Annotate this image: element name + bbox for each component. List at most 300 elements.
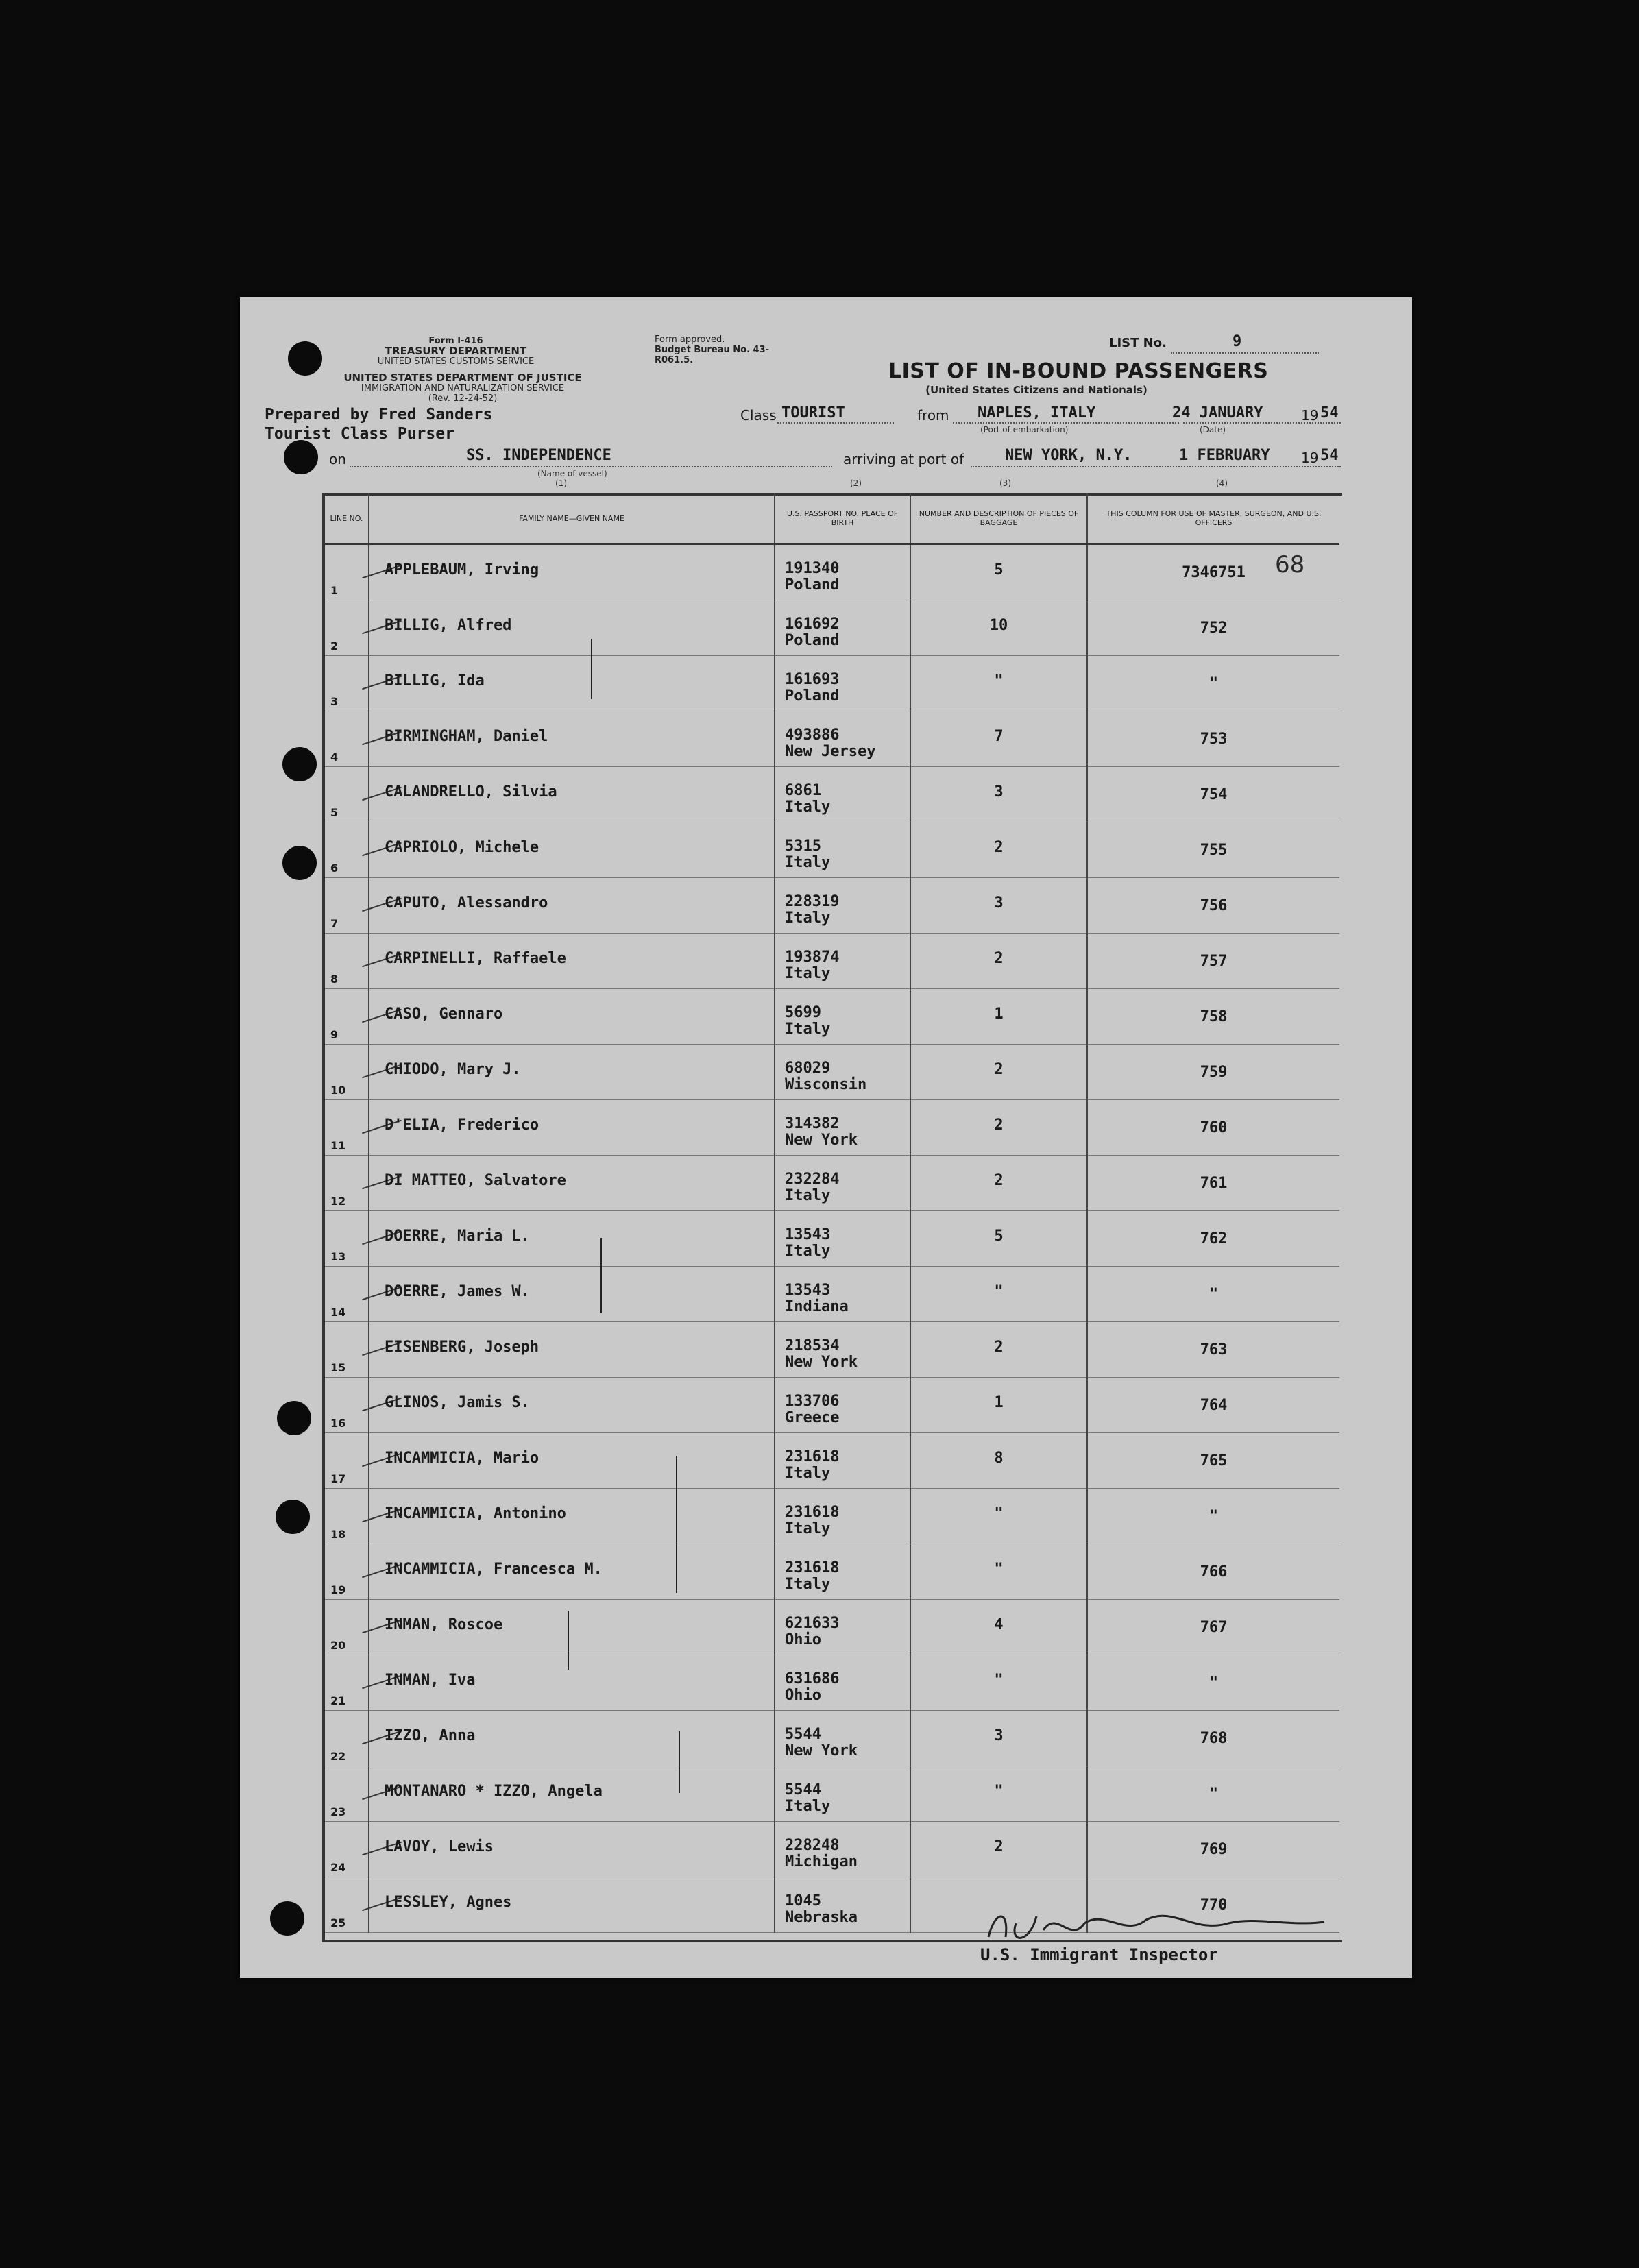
name-cell: [369, 878, 775, 934]
officer-number: 757: [1200, 953, 1228, 970]
officer-number: ": [1209, 1674, 1219, 1692]
name-cell: [369, 1267, 775, 1322]
place-of-birth: Poland: [785, 632, 840, 649]
passport-cell: [775, 1433, 910, 1489]
table-row: [325, 1489, 1339, 1544]
officer-number: 756: [1200, 897, 1228, 914]
place-of-birth: New York: [785, 1354, 858, 1371]
place-of-birth: Nebraska: [785, 1909, 858, 1926]
line-number: 7: [330, 917, 339, 930]
passport-number: 13543: [785, 1226, 831, 1243]
place-of-birth: New York: [785, 1742, 858, 1759]
passport-number: 231618: [785, 1559, 840, 1576]
baggage-count: 2: [994, 1172, 1004, 1189]
officer-number: 768: [1200, 1730, 1228, 1747]
name-cell: [369, 1378, 775, 1433]
table-row: [325, 767, 1339, 822]
line-number: 2: [330, 639, 339, 653]
baggage-count: 2: [994, 1117, 1004, 1134]
officer-cell: [1087, 711, 1339, 767]
officer-cell: [1087, 1766, 1339, 1822]
place-of-birth: Italy: [785, 910, 831, 927]
place-of-birth: New York: [785, 1132, 858, 1149]
baggage-cell: [910, 1489, 1087, 1544]
passport-cell: [775, 1544, 910, 1600]
baggage-cell: [910, 1156, 1087, 1211]
family-bracket: [591, 639, 592, 699]
family-bracket: [568, 1611, 569, 1670]
name-cell: [369, 656, 775, 711]
line-number: 25: [330, 1916, 346, 1929]
name-cell: [369, 600, 775, 656]
inspector-title: U.S. Immigrant Inspector: [980, 1945, 1218, 1964]
line-cell: [325, 822, 369, 878]
table-row: [325, 1822, 1339, 1877]
line-number: 9: [330, 1028, 339, 1041]
family-bracket: [600, 1238, 602, 1313]
passport-number: 5544: [785, 1781, 821, 1798]
column-2-number: (2): [850, 478, 862, 488]
passport-cell: [775, 1045, 910, 1100]
table-row: [325, 878, 1339, 934]
binder-hole: [277, 1401, 311, 1435]
list-number-line: [1171, 339, 1319, 354]
officer-cell: [1087, 1267, 1339, 1322]
class-value: TOURIST: [781, 404, 845, 422]
passenger-name: INCAMMICIA, Mario: [385, 1450, 539, 1467]
vessel-sublabel: (Name of vessel): [537, 469, 607, 478]
table-row: [325, 1378, 1339, 1433]
passport-number: 218534: [785, 1337, 840, 1354]
officer-number: 754: [1200, 786, 1228, 803]
passport-number: 133706: [785, 1393, 840, 1410]
table-row: [325, 989, 1339, 1045]
passport-cell: [775, 1711, 910, 1766]
place-of-birth: Indiana: [785, 1298, 849, 1315]
officer-number: 760: [1200, 1119, 1228, 1136]
place-of-birth: New Jersey: [785, 743, 876, 760]
year-prefix: 19: [1301, 407, 1319, 424]
handwritten-annotation: 68: [1275, 551, 1305, 578]
line-cell: [325, 934, 369, 989]
place-of-birth: Michigan: [785, 1853, 858, 1870]
name-cell: [369, 1156, 775, 1211]
passport-cell: [775, 1211, 910, 1267]
officer-cell: [1087, 989, 1339, 1045]
passport-cell: [775, 600, 910, 656]
officer-number: 764: [1200, 1397, 1228, 1414]
place-of-birth: Poland: [785, 576, 840, 594]
passport-number: 493886: [785, 727, 840, 744]
officer-number: 7346751: [1182, 564, 1246, 581]
passenger-name: BIRMINGHAM, Daniel: [385, 728, 548, 745]
baggage-count: 10: [989, 617, 1008, 634]
officer-cell: [1087, 878, 1339, 934]
line-cell: [325, 1600, 369, 1655]
officer-cell: [1087, 1822, 1339, 1877]
passport-number: 5315: [785, 838, 821, 855]
baggage-cell: [910, 1322, 1087, 1378]
form-approved: Form approved.: [655, 334, 725, 345]
passport-number: 191340: [785, 560, 840, 577]
place-of-birth: Italy: [785, 1187, 831, 1204]
table-row: [325, 1267, 1339, 1322]
table-row: [325, 1156, 1339, 1211]
passenger-name: CASO, Gennaro: [385, 1005, 503, 1023]
baggage-cell: [910, 1378, 1087, 1433]
line-cell: [325, 1822, 369, 1877]
officer-cell: [1087, 1433, 1339, 1489]
passport-number: 193874: [785, 949, 840, 966]
name-cell: [369, 1655, 775, 1711]
baggage-count: 1: [994, 1005, 1004, 1023]
year-value: 54: [1320, 404, 1339, 422]
line-cell: [325, 1766, 369, 1822]
place-of-birth: Italy: [785, 1021, 831, 1038]
baggage-cell: [910, 1267, 1087, 1322]
baggage-count: 2: [994, 1838, 1004, 1855]
name-cell: [369, 934, 775, 989]
line-cell: [325, 1544, 369, 1600]
passport-cell: [775, 656, 910, 711]
baggage-cell: [910, 934, 1087, 989]
table-row: [325, 1433, 1339, 1489]
name-cell: [369, 1711, 775, 1766]
baggage-count: 1: [994, 1394, 1004, 1411]
passport-number: 231618: [785, 1504, 840, 1521]
line-number: 6: [330, 862, 339, 875]
officer-number: 752: [1200, 620, 1228, 637]
baggage-cell: [910, 989, 1087, 1045]
place-of-birth: Italy: [785, 1465, 831, 1482]
line-number: 1: [330, 584, 339, 597]
passport-number: 631686: [785, 1670, 840, 1687]
baggage-count: 2: [994, 950, 1004, 967]
line-cell: [325, 544, 369, 600]
baggage-count: 4: [994, 1616, 1004, 1633]
line-number: 8: [330, 973, 339, 986]
place-of-birth: Poland: [785, 687, 840, 705]
passenger-name: DOERRE, Maria L.: [385, 1228, 530, 1245]
from-sublabel: (Port of embarkation): [980, 425, 1069, 435]
baggage-count: ": [994, 1283, 1004, 1300]
place-of-birth: Italy: [785, 854, 831, 871]
table-row: [325, 1322, 1339, 1378]
name-cell: [369, 1600, 775, 1655]
officer-number: 767: [1200, 1619, 1228, 1636]
officer-number: 761: [1200, 1175, 1228, 1192]
passport-number: 161692: [785, 615, 840, 633]
name-cell: [369, 1822, 775, 1877]
passenger-name: BILLIG, Ida: [385, 672, 485, 690]
passenger-name: DOERRE, James W.: [385, 1283, 530, 1300]
passenger-name: IZZO, Anna: [385, 1727, 476, 1744]
baggage-cell: [910, 1822, 1087, 1877]
arriving-label: arriving at port of: [843, 451, 964, 467]
officer-number: ": [1209, 1785, 1219, 1803]
list-number-label: LIST No.: [1109, 336, 1167, 350]
passport-cell: [775, 767, 910, 822]
passport-cell: [775, 711, 910, 767]
name-cell: [369, 822, 775, 878]
passenger-name: CARPINELLI, Raffaele: [385, 950, 566, 967]
officer-number: 755: [1200, 842, 1228, 859]
baggage-cell: [910, 822, 1087, 878]
line-number: 15: [330, 1361, 346, 1374]
line-cell: [325, 989, 369, 1045]
table-row: [325, 1600, 1339, 1655]
passport-number: 6861: [785, 782, 821, 799]
passport-cell: [775, 1489, 910, 1544]
table-row: [325, 656, 1339, 711]
line-number: 11: [330, 1139, 346, 1152]
line-number: 16: [330, 1417, 346, 1430]
table-row: [325, 1045, 1339, 1100]
officer-number: 770: [1200, 1897, 1228, 1914]
line-number: 5: [330, 806, 339, 819]
baggage-cell: [910, 1600, 1087, 1655]
passport-cell: [775, 878, 910, 934]
arrival-year-prefix: 19: [1301, 450, 1319, 466]
passenger-name: GLINOS, Jamis S.: [385, 1394, 530, 1411]
passport-number: 5699: [785, 1004, 821, 1021]
place-of-birth: Ohio: [785, 1631, 821, 1648]
column-4-number: (4): [1216, 478, 1228, 488]
passport-cell: [775, 1100, 910, 1156]
revision: (Rev. 12-24-52): [428, 393, 498, 404]
baggage-cell: [910, 711, 1087, 767]
line-cell: [325, 1045, 369, 1100]
table-row: [325, 600, 1339, 656]
baggage-cell: [910, 878, 1087, 934]
customs-service: UNITED STATES CUSTOMS SERVICE: [377, 356, 535, 367]
passport-number: 228248: [785, 1837, 840, 1854]
passport-cell: [775, 1378, 910, 1433]
col-header-baggage: NUMBER AND DESCRIPTION OF PIECES OF BAGGAGE: [910, 493, 1087, 544]
baggage-cell: [910, 767, 1087, 822]
officer-number: ": [1209, 1286, 1219, 1303]
passenger-name: MONTANARO * IZZO, Angela: [385, 1783, 603, 1800]
passenger-name: APPLEBAUM, Irving: [385, 561, 539, 578]
from-label: from: [917, 407, 949, 424]
binder-hole: [270, 1901, 304, 1936]
line-number: 14: [330, 1306, 346, 1319]
column-3-number: (3): [999, 478, 1011, 488]
passenger-name: D'ELIA, Frederico: [385, 1117, 539, 1134]
baggage-count: 2: [994, 1061, 1004, 1078]
baggage-count: ": [994, 1505, 1004, 1522]
passport-cell: [775, 544, 910, 600]
justice-block: [315, 373, 610, 404]
passport-cell: [775, 1877, 910, 1933]
manifest-page: [240, 297, 1412, 1978]
binder-hole: [282, 747, 317, 781]
baggage-count: 2: [994, 1339, 1004, 1356]
passport-cell: [775, 1267, 910, 1322]
name-cell: [369, 1211, 775, 1267]
passenger-name: CHIODO, Mary J.: [385, 1061, 521, 1078]
line-cell: [325, 1433, 369, 1489]
officer-cell: [1087, 1711, 1339, 1766]
passport-cell: [775, 1822, 910, 1877]
list-number: 9: [1233, 333, 1242, 350]
place-of-birth: Wisconsin: [785, 1076, 867, 1093]
baggage-count: 3: [994, 894, 1004, 912]
line-cell: [325, 767, 369, 822]
name-cell: [369, 1100, 775, 1156]
binder-hole: [284, 440, 318, 474]
binder-hole: [282, 846, 317, 880]
passport-cell: [775, 1766, 910, 1822]
officer-cell: [1087, 1156, 1339, 1211]
line-cell: [325, 656, 369, 711]
justice-dept: UNITED STATES DEPARTMENT OF JUSTICE: [343, 371, 582, 384]
passenger-name: CALANDRELLO, Silvia: [385, 783, 557, 801]
place-of-birth: Italy: [785, 798, 831, 816]
baggage-cell: [910, 1655, 1087, 1711]
line-cell: [325, 1211, 369, 1267]
officer-number: 758: [1200, 1008, 1228, 1025]
passenger-name: EISENBERG, Joseph: [385, 1339, 539, 1356]
line-number: 22: [330, 1750, 346, 1763]
passport-number: 5544: [785, 1726, 821, 1743]
table-row: [325, 1100, 1339, 1156]
passenger-name: CAPUTO, Alessandro: [385, 894, 548, 912]
line-number: 18: [330, 1528, 346, 1541]
line-number: 12: [330, 1195, 346, 1208]
arrival-year: 54: [1320, 447, 1339, 464]
passport-cell: [775, 1322, 910, 1378]
passenger-name: LESSLEY, Agnes: [385, 1894, 512, 1911]
baggage-count: 3: [994, 1727, 1004, 1744]
officer-number: 753: [1200, 731, 1228, 748]
passport-cell: [775, 1600, 910, 1655]
table-row: [325, 822, 1339, 878]
passenger-name: INMAN, Iva: [385, 1672, 476, 1689]
arrival-date: 1 FEBRUARY: [1179, 447, 1270, 464]
line-cell: [325, 1378, 369, 1433]
passenger-name: INMAN, Roscoe: [385, 1616, 503, 1633]
officer-cell: [1087, 934, 1339, 989]
table-row: [325, 1211, 1339, 1267]
table-row: [325, 1711, 1339, 1766]
line-cell: [325, 1655, 369, 1711]
name-cell: [369, 1766, 775, 1822]
column-1-number: (1): [555, 478, 567, 488]
binder-hole: [276, 1500, 310, 1534]
col-header-passport: U.S. PASSPORT NO. PLACE OF BIRTH: [775, 493, 910, 544]
baggage-count: 3: [994, 783, 1004, 801]
budget-bureau: Budget Bureau No. 43-R061.5.: [655, 345, 770, 365]
place-of-birth: Italy: [785, 1576, 831, 1593]
officer-cell: [1087, 656, 1339, 711]
line-cell: [325, 1489, 369, 1544]
baggage-count: ": [994, 1783, 1004, 1800]
prepared-by: Prepared by Fred Sanders: [265, 406, 493, 424]
officer-number: ": [1209, 1508, 1219, 1525]
passport-number: 314382: [785, 1115, 840, 1132]
baggage-cell: [910, 1045, 1087, 1100]
passport-number: 161693: [785, 671, 840, 688]
family-bracket: [676, 1456, 677, 1593]
passenger-name: DI MATTEO, Salvatore: [385, 1172, 566, 1189]
line-cell: [325, 600, 369, 656]
name-cell: [369, 1433, 775, 1489]
baggage-cell: [910, 656, 1087, 711]
approval-block: [655, 334, 792, 365]
date-sublabel: (Date): [1200, 425, 1226, 435]
baggage-cell: [910, 1544, 1087, 1600]
baggage-cell: [910, 1711, 1087, 1766]
passport-cell: [775, 1156, 910, 1211]
name-cell: [369, 767, 775, 822]
page-title: LIST OF IN-BOUND PASSENGERS: [888, 359, 1269, 383]
line-cell: [325, 1322, 369, 1378]
officer-cell: [1087, 1045, 1339, 1100]
passenger-name: LAVOY, Lewis: [385, 1838, 494, 1855]
line-number: 19: [330, 1583, 346, 1596]
line-cell: [325, 1267, 369, 1322]
officer-cell: [1087, 1489, 1339, 1544]
line-number: 23: [330, 1805, 346, 1818]
place-of-birth: Italy: [785, 1243, 831, 1260]
line-number: 21: [330, 1694, 346, 1707]
officer-number: 765: [1200, 1452, 1228, 1470]
col-header-officers: THIS COLUMN FOR USE OF MASTER, SURGEON, AND U.S. OFFICERS: [1087, 493, 1339, 544]
passenger-name: INCAMMICIA, Francesca M.: [385, 1561, 603, 1578]
baggage-count: 2: [994, 839, 1004, 856]
table-row: [325, 1544, 1339, 1600]
baggage-cell: [910, 1433, 1087, 1489]
officer-number: ": [1209, 675, 1219, 692]
passport-number: 228319: [785, 893, 840, 910]
passenger-table: [325, 493, 1339, 1933]
class-label: Class: [740, 407, 777, 424]
baggage-cell: [910, 1766, 1087, 1822]
passenger-name: INCAMMICIA, Antonino: [385, 1505, 566, 1522]
passport-number: 232284: [785, 1171, 840, 1188]
name-cell: [369, 1489, 775, 1544]
line-cell: [325, 711, 369, 767]
line-number: 13: [330, 1250, 346, 1263]
line-number: 20: [330, 1639, 346, 1652]
officer-cell: [1087, 1100, 1339, 1156]
passport-number: 13543: [785, 1282, 831, 1299]
officer-cell: [1087, 1544, 1339, 1600]
officer-cell: [1087, 1378, 1339, 1433]
name-cell: [369, 1544, 775, 1600]
line-cell: [325, 1877, 369, 1933]
passport-number: 1045: [785, 1892, 821, 1910]
baggage-count: 5: [994, 1228, 1004, 1245]
name-cell: [369, 544, 775, 600]
table-row: [325, 1766, 1339, 1822]
line-number: 17: [330, 1472, 346, 1485]
officer-cell: [1087, 1600, 1339, 1655]
page-subtitle: (United States Citizens and Nationals): [925, 384, 1148, 396]
line-cell: [325, 1100, 369, 1156]
on-label: on: [329, 451, 346, 467]
form-department-block: [356, 336, 555, 367]
passenger-name: BILLIG, Alfred: [385, 617, 512, 634]
col-header-line: LINE NO.: [325, 493, 369, 544]
passport-number: 621633: [785, 1615, 840, 1632]
passport-cell: [775, 1655, 910, 1711]
line-number: 10: [330, 1084, 346, 1097]
name-cell: [369, 711, 775, 767]
baggage-cell: [910, 600, 1087, 656]
place-of-birth: Italy: [785, 965, 831, 982]
